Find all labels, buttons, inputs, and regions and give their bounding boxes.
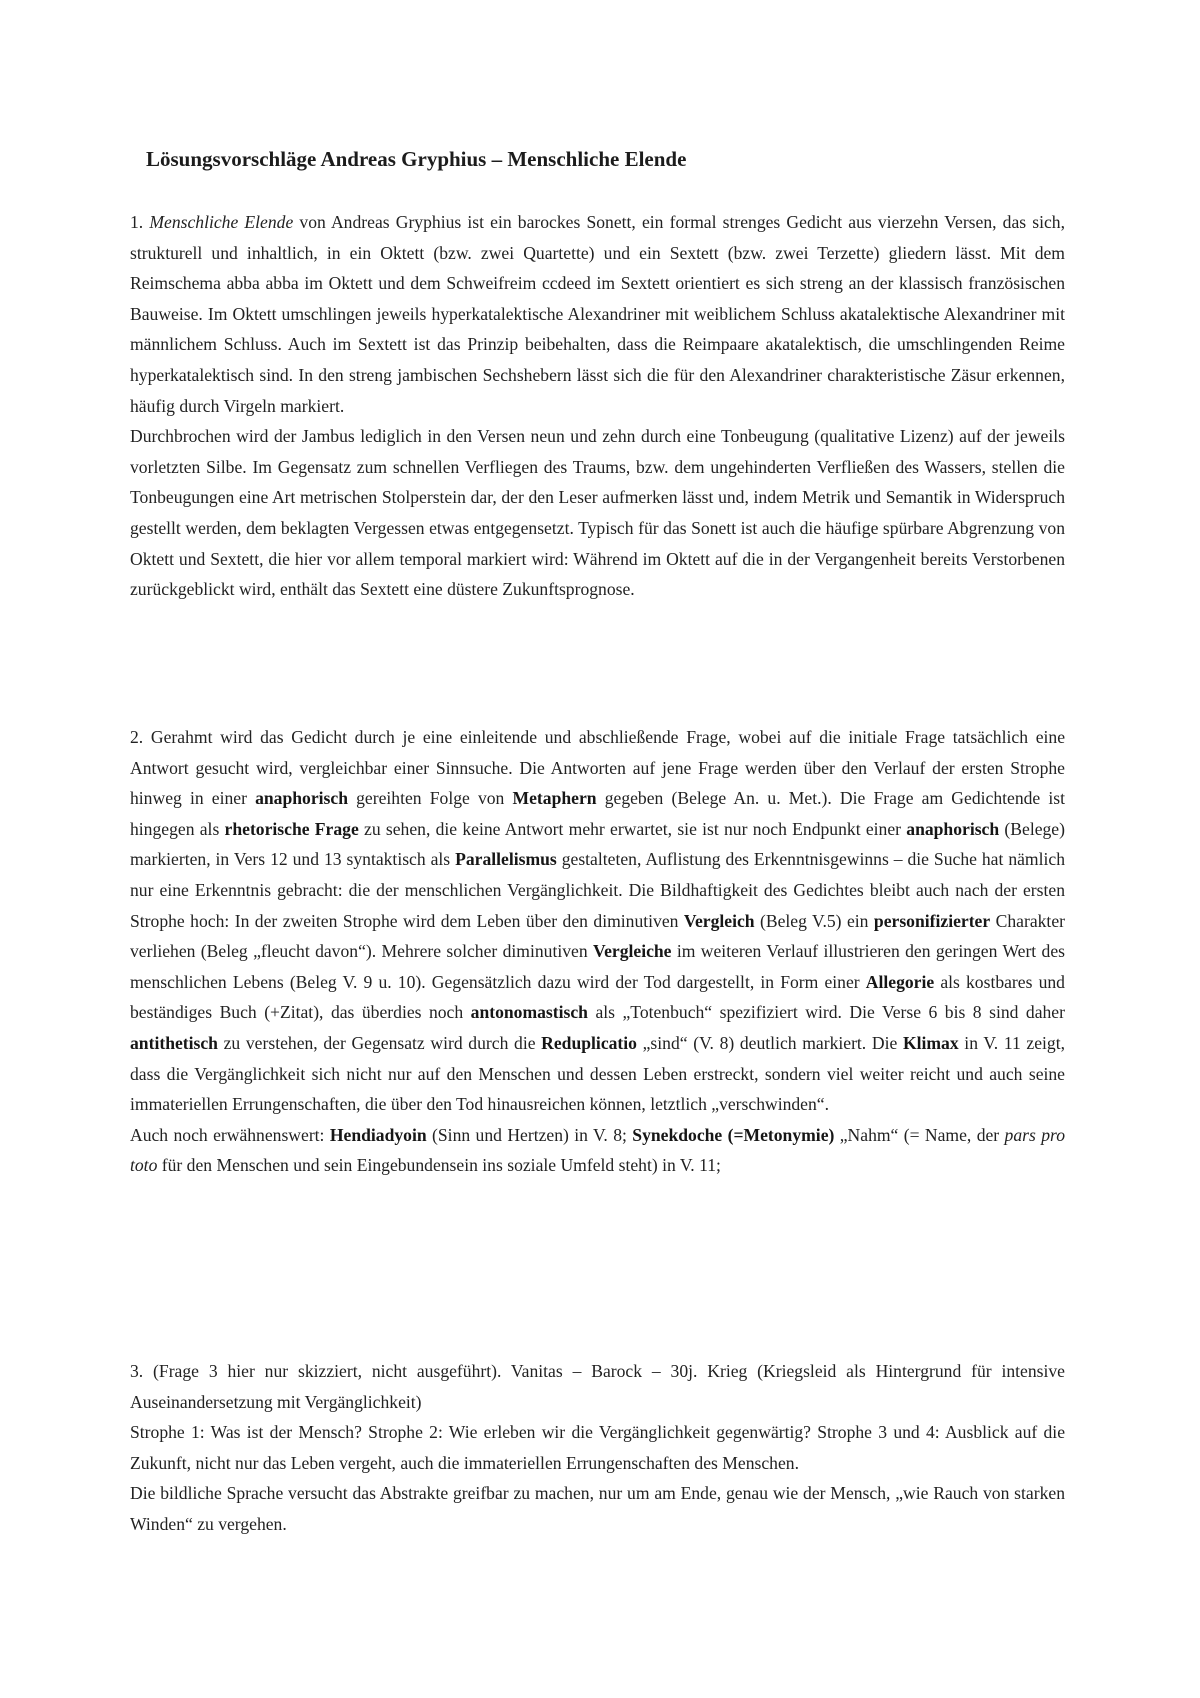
text-run: in V. 11 zeigt, dass die Vergänglichkeit sich nicht nur auf den Menschen und dessen Leben erstreckt, sondern viel weiter reicht und auch seine immateriellen Errungenschaften, die über den Tod hinausreichen können, letztlich „verschwinden“. bbox=[130, 1032, 1066, 1115]
section-1-text: von Andreas Gryphius ist ein barockes Sonett, ein formal strenges Gedicht aus vierzehn Versen, das sich, strukturell und inhaltlich, in ein Oktett (bzw. zwei Quartette) und ein Sextett (bzw. zwei Terzette) gliedern lässt. Mit dem Reimschema abba abba im Oktett und dem Schweifreim ccdeed im Sextett orientiert es sich streng an der klassisch französischen Bauweise. Im Oktett umschlingen jeweils hyperkatalektische Alexandriner mit weiblichem Schluss akatalektische Alexandriner mit männlichem Schluss. Auch im Sextett ist das Prinzip beibehalten, dass die Reimpaare akatalektisch, die umschlingenden Reime hyperkatalektisch sind. In den streng jambischen Sechshebern lässt sich die für den Alexandriner charakteristische Zäsur erkennen, häufig durch Virgeln markiert. bbox=[130, 212, 1066, 416]
text-run: Charakter verliehen (Beleg „fleucht davon“). Mehrere solcher diminutiven bbox=[130, 910, 1065, 962]
section-3-line-3: Die bildliche Sprache versucht das Abstrakte greifbar zu machen, nur um am Ende, genau wie der Mensch, „wie Rauch von starken Winden“ zu vergehen. bbox=[130, 1483, 1065, 1534]
term-vergleiche: Vergleiche bbox=[593, 941, 672, 962]
text-run: „sind“ (V. 8) deutlich markiert. Die bbox=[636, 1032, 903, 1053]
section-number: 1. bbox=[130, 212, 144, 232]
section-3-line-2: Strophe 1: Was ist der Mensch? Strophe 2: Wie erleben wir die Vergänglichkeit gegenwärtig? Strophe 3 und 4: Ausblick auf die Zukunft, nicht nur das Leben vergeht, auch die immateriellen Errungenschaften des Menschen. bbox=[130, 1422, 1065, 1473]
term-pars-pro-toto: pars pro toto bbox=[130, 1124, 1066, 1176]
document-title: Lösungsvorschläge Andreas Gryphius – Menschliche Elende bbox=[146, 147, 687, 171]
text-run: für den Menschen und sein Eingebundensein ins soziale Umfeld steht) in V. 11; bbox=[157, 1155, 721, 1176]
text-run: gereihten Folge von bbox=[347, 788, 513, 809]
text-run: als kostbares und beständiges Buch (+Zitat), das überdies noch bbox=[130, 971, 1065, 1023]
text-run: „Nahm“ (= Name, der bbox=[834, 1124, 1005, 1145]
term-anaphorisch-2: anaphorisch bbox=[906, 818, 1000, 839]
text-run: zu sehen, die keine Antwort mehr erwartet, sie ist nur noch Endpunkt einer bbox=[358, 818, 907, 839]
term-rhetorische-frage: rhetorische Frage bbox=[224, 818, 359, 839]
term-reduplicatio: Reduplicatio bbox=[541, 1032, 637, 1053]
term-klimax: Klimax bbox=[902, 1032, 959, 1053]
section-2-paragraph bbox=[130, 722, 1065, 1181]
term-parallelismus: Parallelismus bbox=[455, 849, 557, 870]
text-run: gegeben (Belege An. u. Met.). Die Frage am Gedichtende ist hingegen als bbox=[130, 788, 1065, 839]
text-run: zu verstehen, der Gegensatz wird durch die bbox=[217, 1032, 542, 1053]
text-run: (Belege) markierten, in Vers 12 und 13 syntaktisch als bbox=[130, 818, 1065, 870]
text-run: gestalteten, Auflistung des Erkenntnisgewinns – die Suche hat nämlich nur eine Erkenntnis gebracht: die der menschlichen Vergänglichkeit. Die Bildhaftigkeit des Gedichtes bleibt auch nach der ersten Strophe hoch: In der zweiten Strophe wird dem Leben über den diminutiven bbox=[130, 849, 1065, 931]
poem-title: Menschliche Elende bbox=[149, 212, 294, 232]
text-run: im weiteren Verlauf illustrieren den geringen Wert des menschlichen Lebens (Beleg V. 9 u. 10). Gegensätzlich dazu wird der Tod dargestellt, in Form einer bbox=[130, 941, 1066, 992]
term-vergleich: Vergleich bbox=[683, 910, 755, 931]
text-run: Auch noch erwähnenswert: bbox=[130, 1124, 330, 1145]
section-1-paragraph bbox=[130, 207, 1065, 605]
term-synekdoche: Synekdoche (=Metonymie) bbox=[632, 1124, 835, 1145]
term-hendiadyoin: Hendiadyoin bbox=[329, 1124, 427, 1145]
text-run: (Beleg V.5) ein bbox=[754, 910, 874, 931]
section-3-paragraph bbox=[130, 1356, 1065, 1540]
term-metaphern: Metaphern bbox=[512, 788, 597, 809]
term-anaphorisch: anaphorisch bbox=[255, 788, 348, 809]
term-antithetisch: antithetisch bbox=[130, 1032, 218, 1053]
text-run: als „Totenbuch“ spezifiziert wird. Die Verse 6 bis 8 sind daher bbox=[587, 1002, 1065, 1023]
term-personifizierter: personifizierter bbox=[873, 910, 991, 931]
section-3-line-1: 3. (Frage 3 hier nur skizziert, nicht ausgeführt). Vanitas – Barock – 30j. Krieg (Kriegsleid als Hintergrund für intensive Auseinandersetzung mit Vergänglichkeit) bbox=[130, 1361, 1065, 1412]
text-run: 2. Gerahmt wird das Gedicht durch je eine einleitende und abschließende Frage, wobei auf die initiale Frage tatsächlich eine Antwort gesucht wird, vergleichbar einer Sinnsuche. Die Antworten auf jene Frage werden über den Verlauf der ersten Strophe hinweg in einer bbox=[130, 727, 1065, 809]
text-run: (Sinn und Hertzen) in V. 8; bbox=[426, 1124, 633, 1145]
term-antonomastisch: antonomastisch bbox=[470, 1002, 588, 1023]
section-1-text-continued: Durchbrochen wird der Jambus lediglich in den Versen neun und zehn durch eine Tonbeugung (qualitative Lizenz) auf der jeweils vorletzten Silbe. Im Gegensatz zum schnellen Verfliegen des Traums, bzw. dem ungehinderten Verfließen des Wassers, stellen die Tonbeugungen eine Art metrischen Stolperstein dar, der den Leser aufmerken lässt und, indem Metrik und Semantik in Widerspruch gestellt werden, dem beklagten Vergessen etwas entgegensetzt. Typisch für das Sonett ist auch die häufige spürbare Abgrenzung von Oktett und Sextett, die hier vor allem temporal markiert wird: Während im Oktett auf die in der Vergangenheit bereits Verstorbenen zurückgeblickt wird, enthält das Sextett eine düstere Zukunftsprognose. bbox=[130, 426, 1065, 600]
term-allegorie: Allegorie bbox=[865, 971, 935, 992]
